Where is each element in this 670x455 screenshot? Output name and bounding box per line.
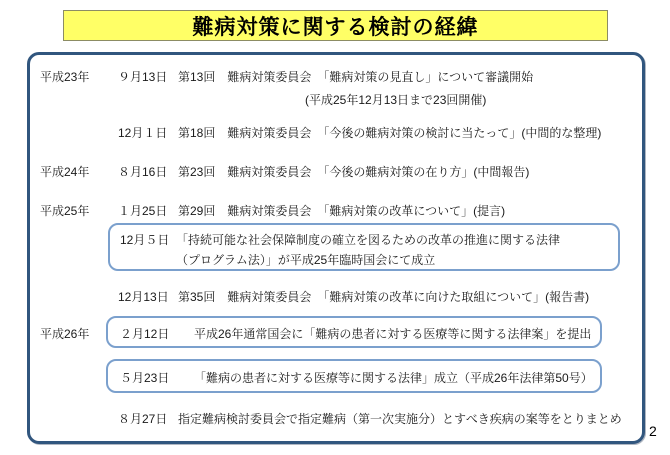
event-text: 第18回 難病対策委員会 「今後の難病対策の検討に当たって」(中間的な整理) (178, 126, 602, 140)
event-text: 第29回 難病対策委員会 「難病対策の改革について」(提言) (178, 204, 506, 218)
highlight-box (106, 316, 602, 348)
date-label: 12月13日 (118, 290, 169, 304)
era-year-label: 平成24年 (40, 165, 90, 179)
event-text-line1: 「持続可能な社会保障制度の確立を図るための改革の推進に関する法律 (176, 233, 561, 247)
era-year-label: 平成26年 (40, 327, 90, 341)
date-label: ８月16日 (118, 165, 168, 179)
date-label: ８月27日 (118, 412, 168, 426)
highlight-box (108, 223, 620, 271)
timeline-panel (27, 52, 645, 444)
date-label: ９月13日 (118, 70, 168, 84)
event-text: 第23回 難病対策委員会 「今後の難病対策の在り方」(中間報告) (178, 165, 530, 179)
event-text-line2: （プログラム法）」が平成25年臨時国会にて成立 (176, 253, 436, 267)
page-number: 2 (649, 423, 657, 439)
event-text: 平成26年通常国会に「難病の患者に対する医療等に関する法律案」を提出 (194, 327, 592, 341)
date-label: 12月１日 (118, 126, 168, 140)
event-text: 「難病の患者に対する医療等に関する法律」成立（平成26年法律第50号） (194, 371, 593, 385)
page-title: 難病対策に関する検討の経緯 (63, 10, 608, 41)
date-label: 12月５日 (120, 233, 170, 247)
event-text: 指定難病検討委員会で指定難病（第一次実施分）とすべき疾病の案等をとりまとめ (178, 412, 622, 426)
event-text: 第35回 難病対策委員会 「難病対策の改革に向けた取組について」(報告書) (178, 290, 590, 304)
highlight-box (106, 359, 602, 393)
era-year-label: 平成23年 (40, 70, 90, 84)
date-label: １月25日 (118, 204, 168, 218)
date-label: ５月23日 (120, 371, 170, 385)
note-text: (平成25年12月13日まで23回開催) (305, 93, 487, 107)
date-label: ２月12日 (120, 327, 170, 341)
event-text: 第13回 難病対策委員会 「難病対策の見直し」について審議開始 (178, 70, 534, 84)
era-year-label: 平成25年 (40, 204, 90, 218)
